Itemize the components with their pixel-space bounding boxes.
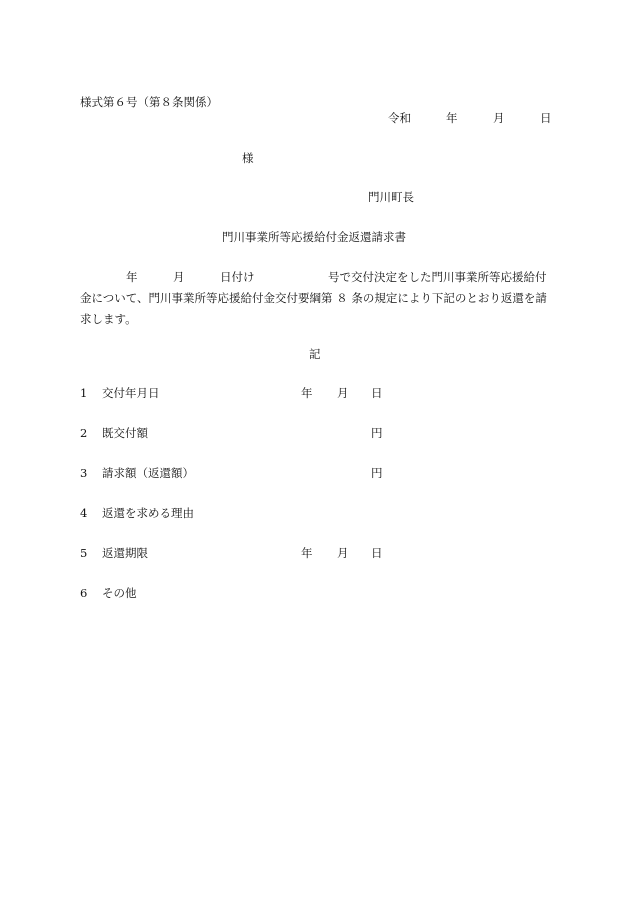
item-number: 1 [80,386,88,400]
list-item-deadline [80,548,390,562]
item-day-label: 日 [371,386,383,400]
list-item-grant-date [80,388,390,402]
item-number: 3 [80,466,88,480]
date-day-label: 日 [540,111,552,125]
addressee-suffix: 様 [242,151,254,165]
body-year-label: 年 [126,270,138,284]
item-yen-unit: 円 [371,466,383,480]
body-dated-label: 日付け [220,270,255,284]
item-yen-unit: 円 [371,426,383,440]
item-label: 交付年月日 [102,386,160,400]
item-day-label: 日 [371,546,383,560]
item-number: 4 [80,506,88,520]
body-line-1 [80,267,552,288]
body-paragraph [80,267,552,330]
list-item-granted-amount [80,428,390,442]
date-month-label: 月 [493,111,505,125]
form-number: 様式第６号（第８条関係） [80,95,218,109]
date-year-label: 年 [446,111,458,125]
list-item-other [80,588,390,602]
date-era: 令和 [388,111,411,125]
document-title: 門川事業所等応援給付金返還請求書 [222,230,406,244]
item-month-label: 月 [337,386,349,400]
item-month-label: 月 [337,546,349,560]
issuer-name: 門川町長 [368,190,414,204]
item-number: 6 [80,586,88,600]
body-month-label: 月 [173,270,185,284]
item-label: 返還期限 [102,546,148,560]
body-line-2: 金について、門川事業所等応援給付金交付要綱第 ８ 条の規定により下記のとおり返還を請 [80,291,547,305]
ki-heading: 記 [309,347,321,361]
item-label: 既交付額 [102,426,148,440]
body-line-1-rest: 号で交付決定をした門川事業所等応援給付 [328,270,547,284]
item-number: 2 [80,426,88,440]
item-year-label: 年 [301,386,313,400]
item-label: 請求額（返還額） [102,466,194,480]
body-line-3: 求します。 [80,312,137,326]
issue-date [388,113,550,127]
item-label: その他 [102,586,137,600]
item-number: 5 [80,546,88,560]
item-year-label: 年 [301,546,313,560]
list-item-requested-amount [80,468,390,482]
item-label: 返還を求める理由 [102,506,194,520]
list-item-reason [80,508,390,522]
